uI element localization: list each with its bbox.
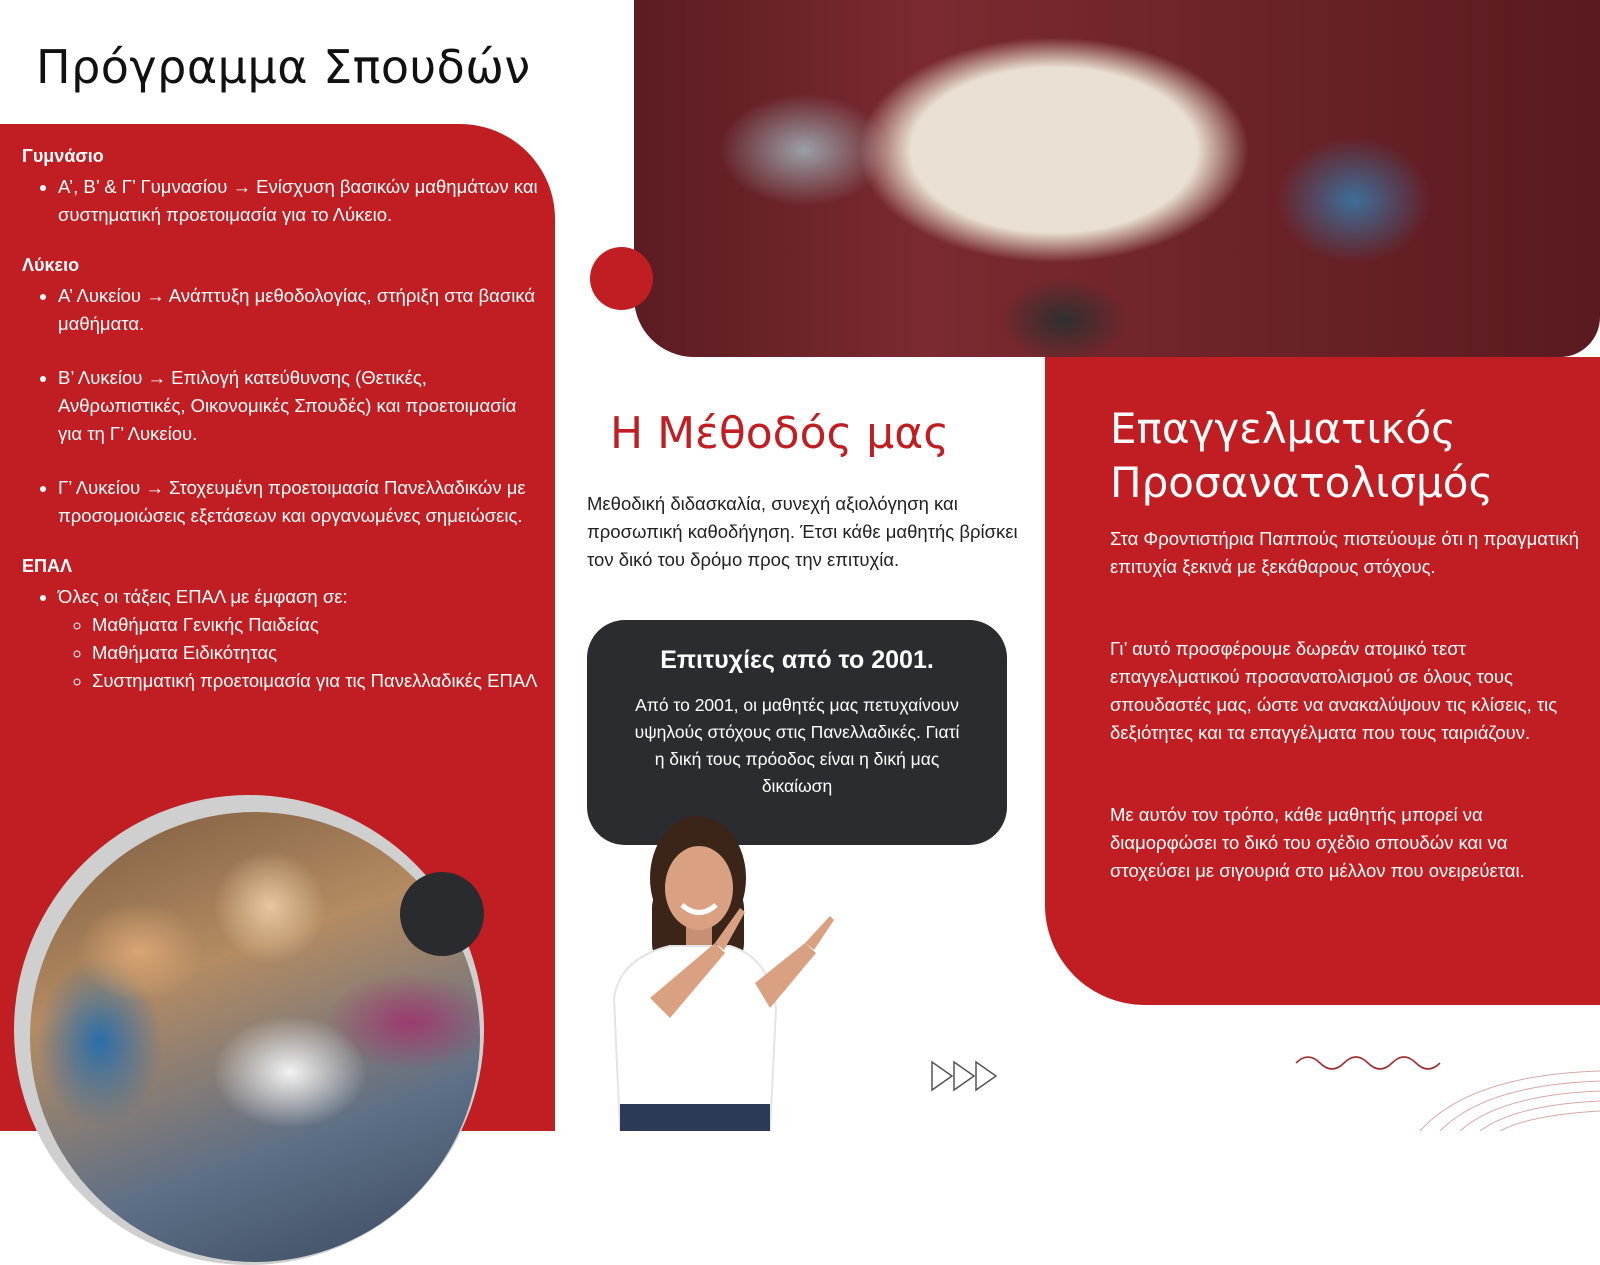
epal-heading: ΕΠΑΛ [22,556,73,576]
gymnasio-heading: Γυμνάσιο [22,146,104,166]
success-text: Από το 2001, οι μαθητές μας πετυχαίνουν υψηλούς στόχους στις Πανελλαδικές. Γιατί η δική τους πρόοδος είναι η δική μας δικαίωση [634,695,960,796]
gymnasio-section [22,146,542,229]
career-title: Επαγγελματικός Προσανατολισμός [1110,404,1494,507]
epal-section [22,556,542,695]
dark-circle-decoration [400,872,484,956]
lykeio-item-a: • Α’ Λυκείου → Ανάπτυξη μεθοδολογίας, στήριξη στα βασικά μαθήματα. [58,282,542,338]
page-title: Πρόγραμμα Σπουδών [36,40,531,94]
success-title: Επιτυχίες από το 2001. [660,646,934,674]
lykeio-item-c: • Γ’ Λυκείου → Στοχευμένη προετοιμασία Πανελλαδικών με προσομοιώσεις εξετάσεων και οργανωμένες σημειώσεις. [58,474,542,530]
epal-intro [58,583,542,695]
career-paragraph-3: Με αυτόν τον τρόπο, κάθε μαθητής μπορεί να διαμορφώσει το δικό του σχέδιο σπουδών και να στοχεύσει με σιγουριά στο μέλλον που ονειρεύεται. [1110,804,1525,881]
method-text: Μεθοδική διδασκαλία, συνεχή αξιολόγηση και προσωπική καθοδήγηση. Έτσι κάθε μαθητής βρίσκει τον δικό του δρόμο προς την επιτυχία. [587,493,1018,570]
forward-arrows-icon [930,1060,1000,1092]
gymnasio-item: • Α’, Β’ & Γ’ Γυμνασίου → Ενίσχυση βασικών μαθημάτων και συστηματική προετοιμασία για το Λύκειο. [58,173,542,229]
students-group-photo [30,812,480,1262]
woman-pointing-illustration [590,808,860,1131]
wave-lines-decoration [1290,1045,1600,1131]
method-title: Η Μέθοδός μας [610,408,950,459]
epal-subitem: ◦ Μαθήματα Ειδικότητας [92,639,542,667]
career-paragraph-2: Γι’ αυτό προσφέρουμε δωρεάν ατομικό τεστ επαγγελματικού προσανατολισμού σε όλους τους σπουδαστές μας, ώστε να ανακαλύψουν τις κλίσεις, τις δεξιότητες και τα επαγγέλματα που τους ταιριάζουν. [1110,638,1558,743]
career-paragraph-1: Στα Φροντιστήρια Παππούς πιστεύουμε ότι η πραγματική επιτυχία ξεκινά με ξεκάθαρους στόχους. [1110,528,1579,577]
lykeio-section [22,255,542,530]
students-table-photo [634,0,1600,357]
epal-subitem: ◦ Συστηματική προετοιμασία για τις Πανελλαδικές ΕΠΑΛ [92,667,542,695]
epal-intro-text: Όλες οι τάξεις ΕΠΑΛ με έμφαση σε: [58,586,348,607]
lykeio-item-b: • Β’ Λυκείου → Επιλογή κατεύθυνσης (Θετικές, Ανθρωπιστικές, Οικονομικές Σπουδές) και προετοιμασία για τη Γ’ Λυκείου. [58,364,542,448]
epal-subitem: ◦ Μαθήματα Γενικής Παιδείας [92,611,542,639]
lykeio-heading: Λύκειο [22,255,80,275]
red-circle-decoration [590,247,653,310]
career-panel [1045,357,1600,1005]
